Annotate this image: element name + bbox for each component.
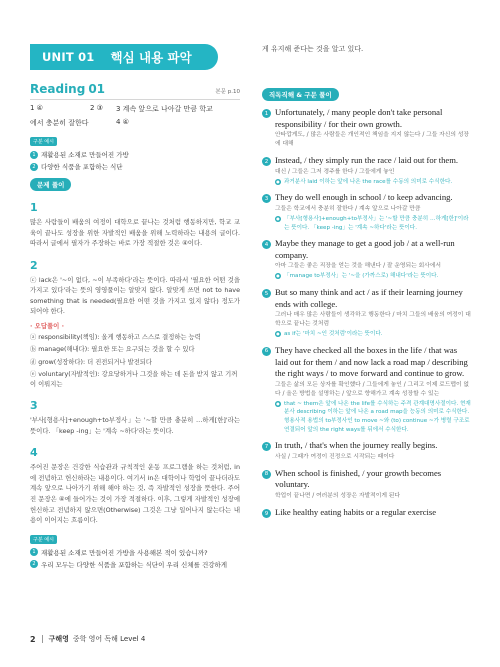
english-sentence: They do well enough in school / to keep advancing. <box>275 192 453 203</box>
bullet-text: 다양한 식품을 포함하는 식단 <box>41 163 123 171</box>
bullet-text: 재활용된 소재로 만들어진 가방을 사용해본 적이 있습니까? <box>41 548 208 557</box>
item-number-icon: 4 <box>262 240 271 249</box>
item-head <box>262 507 472 519</box>
item-head <box>262 345 472 380</box>
bullet-text: 우리 모두는 다양한 식품을 포함하는 식단이 우리 신체를 건강하게 <box>41 560 228 569</box>
reading-title: Reading <box>30 82 86 96</box>
vocab-line: ⓑ manage(해내다): 필요한 또는 요구되는 것을 할 수 있다 <box>30 346 195 354</box>
vocab-line: ⓓ grow(성장하다): 더 진전되거나 발전되다 <box>30 358 152 366</box>
bullet-text: 재활용된 소재로 만들어진 가방 <box>41 151 129 159</box>
answer-grid <box>30 104 240 114</box>
grammar-note <box>275 178 472 187</box>
bullet-2-icon: 2 <box>30 163 38 171</box>
korean-translation: 그러나 매우 많은 사람들이 생각하고 행동한다 / 마치 그들의 배움의 여정이 대학으로 끝나는 것처럼 <box>275 312 471 328</box>
english-sentence: They have checked all the boxes in the life / that was laid out for them / and now lack a road map / describing the right ways / to move forward and continue to grow. <box>275 344 468 379</box>
item-number-icon: 2 <box>262 157 271 166</box>
note-bullet-icon: ● <box>276 273 280 279</box>
english-sentence: But so many think and act / as if their learning journey ends with college. <box>275 287 463 309</box>
unit-title: 핵심 내용 파악 <box>110 50 192 65</box>
english-sentence: Like healthy eating habits or a regular exercise <box>275 507 437 518</box>
bullet-item <box>30 150 240 159</box>
item-number-icon: 5 <box>262 289 271 298</box>
item-head <box>262 468 472 491</box>
translation-item <box>262 345 472 434</box>
item-number-icon: 1 <box>262 109 271 118</box>
english-sentence: In truth, / that's when the journey really begins. <box>275 440 438 451</box>
section-text: '부사[형용사]+enough+to부정사」는 '~할 만큼 충분히 …하게[한]'라는 뜻이다. 「keep -ing」는 '계속 ~하다'라는 뜻이다. <box>30 416 240 435</box>
bullet-1-icon: 1 <box>30 151 38 159</box>
translation-item <box>262 468 472 501</box>
item-head <box>262 287 472 310</box>
example-tag: 구분 예시 <box>30 535 57 544</box>
answer-1: 1 ④ <box>30 104 43 112</box>
translation-item <box>262 507 472 519</box>
section-text: 많은 사람들이 배움의 여정이 대학으로 끝나는 것처럼 행동하지만, 학교 교육이 끝나도 성장을 위한 자발적인 배움을 위해 노력하라는 내용의 글이다. 따라서 글에서 필자가 주장하는 바로 가장 적절한 것은 ④이다. <box>30 218 240 248</box>
item-number-icon: 6 <box>262 347 271 356</box>
answer-3: 3 계속 앞으로 나아갈 만큼 학교 <box>116 105 213 113</box>
korean-translation: 그들은 삶의 모든 상자를 확인했다 / 그들에게 놓인 / 그리고 이제 로드맵이 없다 / 올은 방법을 설명하는 / 앞으로 향해가고 계속 성장할 수 있는 <box>275 381 470 397</box>
translation-item <box>262 107 472 149</box>
bullet-2-icon: 2 <box>30 560 38 568</box>
korean-translation: 아마 그들은 좋은 직장을 얻는 것을 해낸다 / 잘 운영되는 회사에서 <box>275 263 441 270</box>
korean-translation: 사실 / 그때가 여정이 진정으로 시작되는 때이다 <box>275 453 395 460</box>
right-column <box>262 82 472 519</box>
english-sentence: When school is finished, / your growth becomes voluntary. <box>275 467 442 490</box>
grammar-note <box>275 400 472 435</box>
series-title: 중학 영어 독해 Level 4 <box>72 635 146 643</box>
section-text: ⓒ lack은 '~이 없다, ~이 부족하다'라는 뜻이다. 따라서 '필요한 어떤 것을 가지고 있다'라는 뜻의 영영풀이는 알맞지 않다. 알맞게 쓰면 not to have something that is needed(필요한 어떤 것을 가지고 있지 않다) 정도가 되어야 한다. <box>30 275 240 316</box>
grammar-note <box>275 330 472 339</box>
example-tag: 구분 예시 <box>30 137 57 146</box>
translation-item <box>262 238 472 281</box>
item-head <box>262 107 472 130</box>
section-header-translation: 직독직해 & 구문 풀이 <box>262 88 339 101</box>
note-text: 과거분사 laid 이하는 앞에 나온 the race를 수동의 의미로 수식한다. <box>284 178 453 185</box>
section-header-solution: 문제 풀이 <box>30 178 71 191</box>
english-sentence: Maybe they manage to get a good job / at a well-run company. <box>275 238 455 260</box>
item-head <box>262 238 472 261</box>
item-head <box>262 155 472 167</box>
vocab-line: ⓔ voluntary(자발적인): 강요당하거나 그것을 하는 데 돈을 받지 않고 기꺼이 이뤄지는 <box>30 371 238 388</box>
bullet-item <box>30 548 240 557</box>
page-number: 2 <box>30 634 36 644</box>
note-text: 「manage to부정사」는 '~을 (가까스로) 해내다'라는 뜻이다. <box>284 273 439 280</box>
vocab-line: ⓐ responsibility(책임): 올게 행동하고 스스로 결정하는 능력 <box>30 333 201 341</box>
bullet-item <box>30 162 240 171</box>
translation-list <box>262 107 472 519</box>
item-number-icon: 9 <box>262 509 271 518</box>
translation-item <box>262 440 472 462</box>
item-number-icon: 8 <box>262 470 271 479</box>
item-head <box>262 440 472 452</box>
bullet-1-icon: 1 <box>30 548 38 556</box>
grammar-note <box>275 272 472 281</box>
note-text: 「부사[형용사]+enough+to부정사」는 '~할 만큼 충분히 …하게[한]'이라는 뜻이다. 「keep -ing」는 '계속 ~하다'라는 뜻이다. <box>284 215 469 231</box>
reading-number: 01 <box>88 82 106 96</box>
note-bullet-icon: ● <box>276 331 280 337</box>
note-bullet-icon: ● <box>276 215 280 221</box>
note-bullet-icon: ● <box>276 400 280 406</box>
korean-translation: 그들은 학교에서 충분히 잘한다 / 계속 앞으로 나아갈 만큼 <box>275 205 421 212</box>
section-text: 주어진 문장은 건강한 식습관과 규칙적인 운동 프로그램을 하는 것처럼, in에 전념하고 헌신하라는 내용이다. 여기서 in은 대학이나 학업이 끝나더라도 계속 앞으로 나아가기 위해 해야 하는 것, 즉 자발적인 성장을 뜻한다. 주어진 문장은 ④에 들어가는 것이 가장 적절하다. 이후, 그렇게 자발적인 성장에 헌신하고 전념하지 않으면(Otherwise) 그것은 그냥 일어나지 않는다는 내용이 이어지는 흐름이다. <box>30 463 240 525</box>
page-reference: 본문 p.10 <box>215 89 240 95</box>
section-number: 1 <box>30 201 38 214</box>
translation-item <box>262 287 472 339</box>
answer-grid-row2 <box>30 118 240 128</box>
carryover-text: 게 유지해 준다는 것을 알고 있다. <box>262 45 364 53</box>
unit-banner <box>30 44 218 70</box>
section-number: 4 <box>30 446 38 460</box>
brand-name: 구해영 <box>48 635 69 643</box>
divider <box>42 635 43 643</box>
footer <box>30 634 145 644</box>
translation-item <box>262 192 472 232</box>
translation-item <box>262 155 472 186</box>
item-number-icon: 3 <box>262 194 271 203</box>
section-number: 3 <box>30 399 38 413</box>
korean-translation: 학업이 끝나면 / 여러분의 성장은 자발적이게 된다 <box>275 493 401 500</box>
korean-translation: 대신 / 그들은 그저 경주를 한다 / 그들에게 놓인 <box>275 168 395 175</box>
item-head <box>262 192 472 204</box>
item-number-icon: 7 <box>262 442 271 451</box>
wrong-answer-label: · 오답풀이 · <box>30 321 64 330</box>
left-column <box>30 82 240 569</box>
answer-4: 4 ④ <box>116 118 129 126</box>
reading-header <box>30 82 240 100</box>
note-text: that ~ them은 앞에 나온 the life를 수식하는 주격 관계대명사절이다. 현재분사 describing 이하는 앞에 나온 a road map을 능동의 의미로 수식한다. 형용사적 용법의 to부정사인 to move ~와 (to) continue ~가 병렬 구조로 연결되어 앞의 the right ways를 뒤에서 수식한다. <box>284 400 471 433</box>
unit-label: UNIT 01 <box>42 50 95 64</box>
answer-2: 2 ③ <box>90 104 103 112</box>
note-bullet-icon: ● <box>276 178 280 184</box>
section-number: 2 <box>30 258 38 272</box>
bullet-item <box>30 560 240 569</box>
grammar-note <box>275 215 472 232</box>
note-text: as if는 '마치 ~인 것처럼'이라는 뜻이다. <box>284 331 383 338</box>
answer-3-cont: 에서 충분히 잘한다 <box>30 119 89 127</box>
english-sentence: Instead, / they simply run the race / laid out for them. <box>275 155 459 166</box>
english-sentence: Unfortunately, / many people don't take personal responsibility / for their own growth. <box>275 107 443 129</box>
korean-translation: 안타깝게도, / 많은 사람들은 개인적인 책임을 지지 않는다 / 그들 자신의 성장에 대해 <box>275 132 470 148</box>
